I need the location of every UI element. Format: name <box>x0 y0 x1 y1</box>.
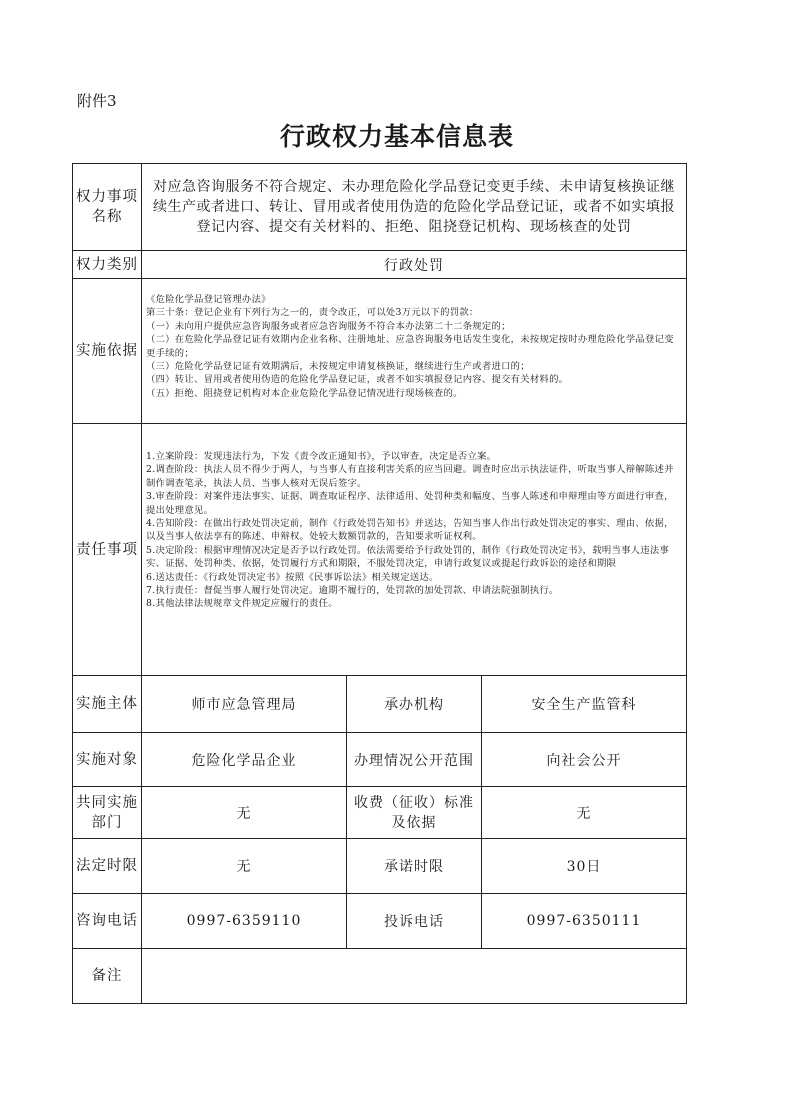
responsibility-line: 4.告知阶段：在做出行政处罚决定前，制作《行政处罚告知书》并送达，告知当事人作出行政处罚决定的事实、理由、依据，以及当事人依法享有的陈述、申辩权。处较大数额罚款的，告知要求听证权利。 <box>146 518 674 543</box>
handling-agency-value: 安全生产监管科 <box>482 676 687 733</box>
disclosure-scope-value: 向社会公开 <box>482 733 687 787</box>
legal-time-limit-label: 法定时限 <box>73 839 142 894</box>
responsibility-line: 7.执行责任：督促当事人履行处罚决定。逾期不履行的，处罚款的加处罚款、申请法院强制执行。 <box>146 585 559 597</box>
info-table <box>72 163 687 1004</box>
page-title: 行政权力基本信息表 <box>279 122 514 151</box>
basis-content <box>142 279 687 424</box>
complaint-phone-label: 投诉电话 <box>347 894 482 949</box>
basis-label: 实施依据 <box>73 279 142 424</box>
row-power-category <box>73 251 687 279</box>
basis-line: （二）在危险化学品登记证有效期内企业名称、注册地址、应急咨询服务电话发生变化，未按规定按时办理危险化学品登记变更手续的； <box>146 334 674 359</box>
power-name-label: 权力事项名称 <box>73 164 142 251</box>
responsibility-line: 6.送达责任：《行政处罚决定书》按照《民事诉讼法》相关规定送达。 <box>146 571 439 583</box>
legal-time-limit-value: 无 <box>142 839 347 894</box>
basis-line: 《危险化学品登记管理办法》 <box>146 294 271 305</box>
fee-standard-label: 收费（征收）标准及依据 <box>347 787 482 839</box>
row-joint <box>73 787 687 839</box>
basis-line: （五）拒绝、阻挠登记机构对本企业危险化学品登记情况进行现场核查的。 <box>146 387 463 399</box>
row-responsibility <box>73 424 687 676</box>
responsibility-line: 8.其他法律法规规章文件规定应履行的责任。 <box>146 598 338 610</box>
joint-dept-value: 无 <box>142 787 347 839</box>
disclosure-scope-label: 办理情况公开范围 <box>347 733 482 787</box>
consult-phone-value: 0997-6359110 <box>142 894 347 949</box>
responsibility-line: 2.调查阶段：执法人员不得少于两人，与当事人有直接利害关系的应当回避。调查时应出示执法证件，听取当事人辩解陈述并制作调查笔录，执法人员、当事人核对无误后签字。 <box>146 464 674 489</box>
row-target <box>73 733 687 787</box>
power-category-value: 行政处罚 <box>142 251 687 279</box>
promised-time-limit-label: 承诺时限 <box>347 839 482 894</box>
basis-line: （三）危险化学品登记证有效期满后，未按规定申请复核换证，继续进行生产或者进口的； <box>146 361 530 373</box>
basis-line: 第三十条：登记企业有下列行为之一的，责令改正，可以处3万元以下的罚款： <box>146 307 479 319</box>
fee-standard-value: 无 <box>482 787 687 839</box>
responsibility-label: 责任事项 <box>73 424 142 676</box>
row-remarks <box>73 949 687 1004</box>
subject-label: 实施主体 <box>73 676 142 733</box>
responsibility-line: 5.决定阶段：根据审理情况决定是否予以行政处罚。依法需要给予行政处罚的，制作《行政处罚决定书》，载明当事人违法事实、证据、处罚种类、依据，处罚履行方式和期限，不服处罚决定，申请行政复议或提起行政诉讼的途径和期限 <box>146 544 670 570</box>
row-time-limit <box>73 839 687 894</box>
joint-dept-label: 共同实施部门 <box>73 787 142 839</box>
responsibility-line: 3.审查阶段：对案件违法事实、证据、调查取证程序、法律适用、处罚种类和幅度、当事人陈述和申辩理由等方面进行审查，提出处理意见。 <box>146 491 674 516</box>
responsibility-line: 1.立案阶段：发现违法行为，下发《责令改正通知书》，予以审查，决定是否立案。 <box>146 451 497 462</box>
row-power-name <box>73 164 687 251</box>
row-subject <box>73 676 687 733</box>
power-category-label: 权力类别 <box>73 251 142 279</box>
basis-line: （四）转让、冒用或者使用伪造的危险化学品登记证，或者不如实填报登记内容、提交有关材料的。 <box>146 374 569 386</box>
row-basis <box>73 279 687 424</box>
power-name-value: 对应急咨询服务不符合规定、未办理危险化学品登记变更手续、未申请复核换证继续生产或者进口、转让、冒用或者使用伪造的危险化学品登记证，或者不如实填报登记内容、提交有关材料的、拒绝、阻挠登记机构、现场核查的处罚 <box>142 164 687 251</box>
promised-time-limit-value: 30日 <box>482 839 687 894</box>
remarks-label: 备注 <box>73 949 142 1004</box>
complaint-phone-value: 0997-6350111 <box>482 894 687 949</box>
responsibility-content <box>142 424 687 676</box>
row-phone <box>73 894 687 949</box>
subject-value: 师市应急管理局 <box>142 676 347 733</box>
basis-line: （一）未向用户提供应急咨询服务或者应急咨询服务不符合本办法第二十二条规定的； <box>146 320 511 332</box>
annex-label: 附件3 <box>77 92 117 110</box>
consult-phone-label: 咨询电话 <box>73 894 142 949</box>
handling-agency-label: 承办机构 <box>347 676 482 733</box>
target-label: 实施对象 <box>73 733 142 787</box>
remarks-value <box>142 949 687 1004</box>
target-value: 危险化学品企业 <box>142 733 347 787</box>
